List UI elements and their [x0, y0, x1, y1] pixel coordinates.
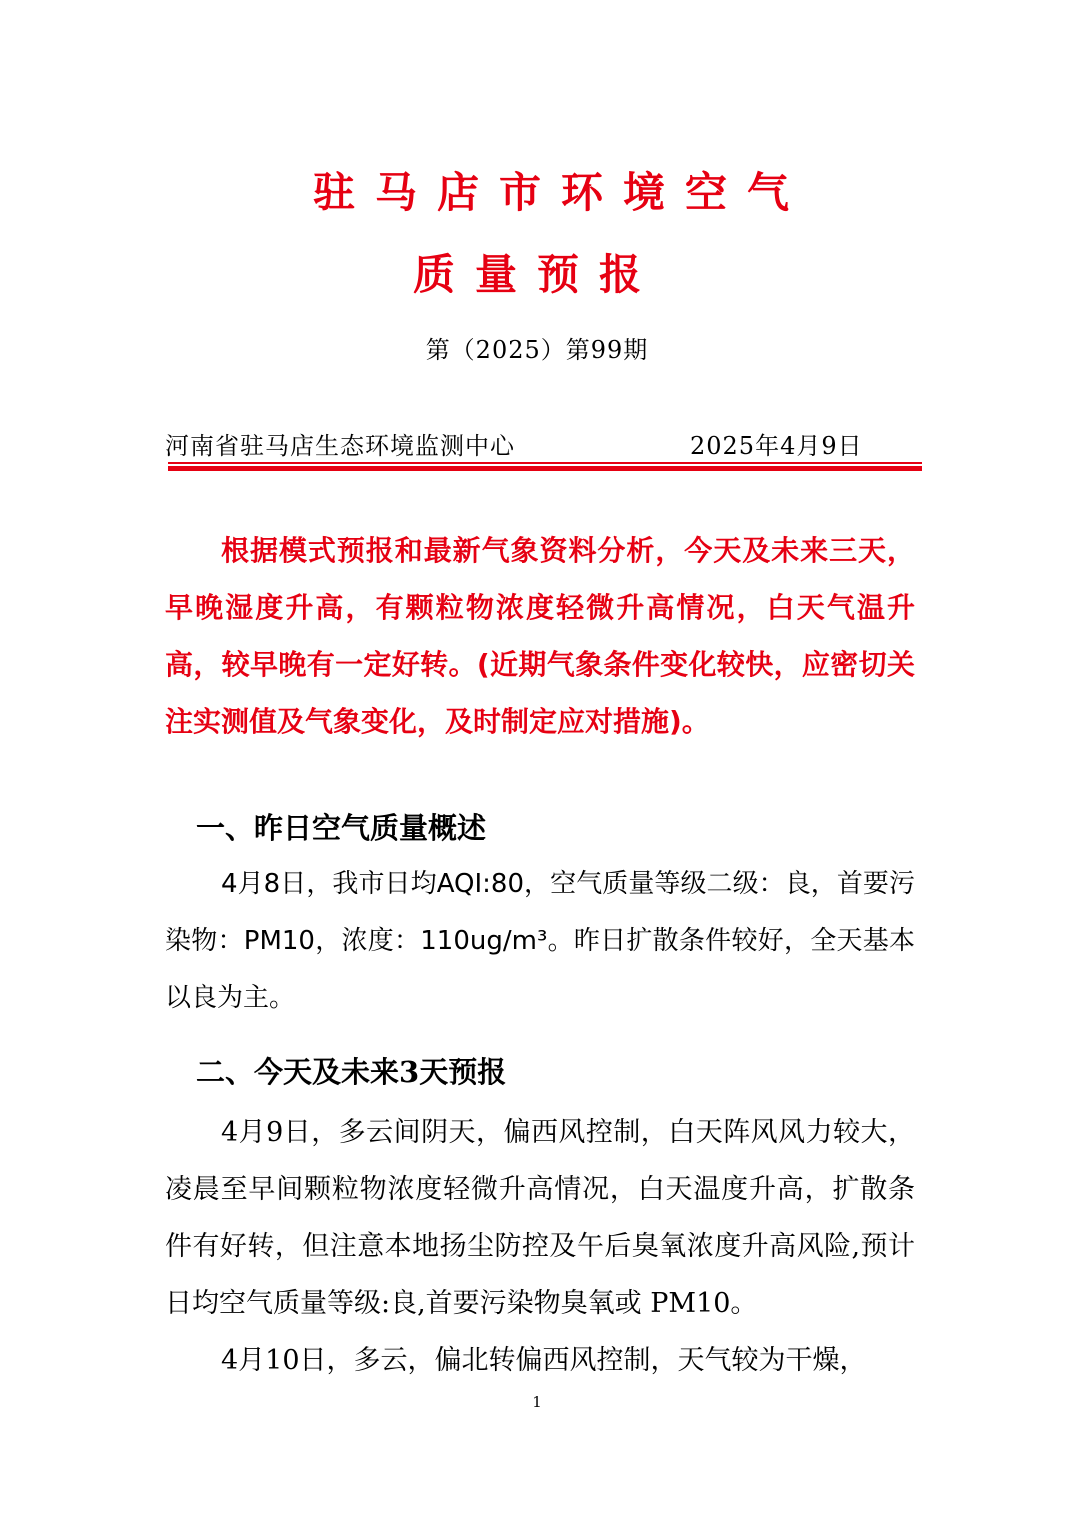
header-rule-thick	[168, 466, 922, 471]
section2-heading-number: 3	[399, 1055, 420, 1089]
header-rule-thin	[168, 462, 922, 464]
section1-body: 4月8日，我市日均AQI:80，空气质量等级二级：良，首要污染物：PM10，浓度：110ug/m³。昨日扩散条件较好，全天基本以良为主。	[165, 869, 915, 1013]
issue-date: 2025年4月9日	[690, 432, 863, 460]
section2-paragraph1: 4月9日，多云间阴天，偏西风控制，白天阵风风力较大，凌晨至早间颗粒物浓度轻微升高情况，白天温度升高，扩散条件有好转，但注意本地扬尘防控及午后臭氧浓度升高风险,预计日均空气质量等级:良,首要污染物臭氧或 PM10。	[165, 1117, 915, 1319]
page-number: 1	[532, 1393, 542, 1411]
issuing-organization: 河南省驻马店生态环境监测中心	[165, 432, 515, 460]
section2-paragraph2: 4月10日，多云，偏北转偏西风控制，天气较为干燥，	[221, 1345, 867, 1376]
section1-heading: 一、昨日空气质量概述	[196, 811, 487, 845]
forecast-summary: 根据模式预报和最新气象资料分析，今天及未来三天，早晚湿度升高，有颗粒物浓度轻微升高情况，白天气温升高，较早晚有一定好转。(近期气象条件变化较快，应密切关注实测值及气象变化，及时制定应对措施)。	[165, 534, 915, 738]
section2-heading-suffix: 天预报	[419, 1055, 507, 1089]
issue-number: 第（2025）第99期	[425, 336, 649, 364]
document-title-line1: 驻马店市环境空气	[312, 168, 809, 217]
section2-heading	[196, 1050, 506, 1091]
document-title-line2: 质量预报	[412, 250, 661, 299]
section2-heading-prefix: 二、今天及未来	[196, 1055, 400, 1089]
